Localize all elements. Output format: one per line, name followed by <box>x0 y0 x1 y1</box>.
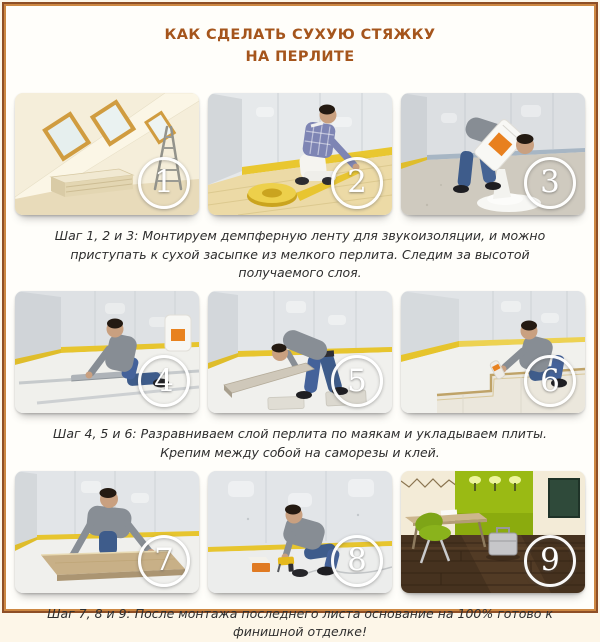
step-number-badge: 7 <box>138 535 190 587</box>
step-photo-5 <box>208 291 392 413</box>
step-caption-4-6: Шаг 4, 5 и 6: Разравниваем слой перлита по маякам и укладываем плиты. Крепим между собой на саморезы и клей. <box>52 426 548 460</box>
step-caption-7-9: Шаг 7, 8 и 9: После монтажа последнего листа основание на 100% готово к финишной отделке! <box>47 605 553 640</box>
poster-frame <box>2 2 598 640</box>
step-number-badge: 2 <box>331 157 383 209</box>
step-photo-3 <box>401 93 585 215</box>
page-title-line2: НА ПЕРЛИТЕ <box>245 49 355 66</box>
step-photo-4 <box>15 291 199 413</box>
step-number-badge: 1 <box>138 157 190 209</box>
page-title-line1: КАК СДЕЛАТЬ СУХУЮ СТЯЖКУ <box>164 27 436 43</box>
step-number-badge: 8 <box>331 535 383 587</box>
step-number-badge: 5 <box>331 355 383 407</box>
step-row-1 <box>4 93 596 215</box>
step-photo-9 <box>401 471 585 593</box>
step-number-badge: 3 <box>524 157 576 209</box>
step-number-badge: 6 <box>524 355 576 407</box>
step-photo-7 <box>15 471 199 593</box>
step-number-badge: 4 <box>138 355 190 407</box>
step-photo-2 <box>208 93 392 215</box>
page-title <box>4 24 596 69</box>
step-row-3 <box>4 471 596 593</box>
step-photo-1 <box>15 93 199 215</box>
step-photo-6 <box>401 291 585 413</box>
step-photo-8 <box>208 471 392 593</box>
step-number-badge: 9 <box>524 535 576 587</box>
step-caption-1-3: Шаг 1, 2 и 3: Монтируем демпферную ленту для звукоизоляции, и можно приступать к сухой засыпке из мелкого перлита. Следим за высотой получаемого слоя. <box>54 227 546 281</box>
step-row-2 <box>4 291 596 413</box>
